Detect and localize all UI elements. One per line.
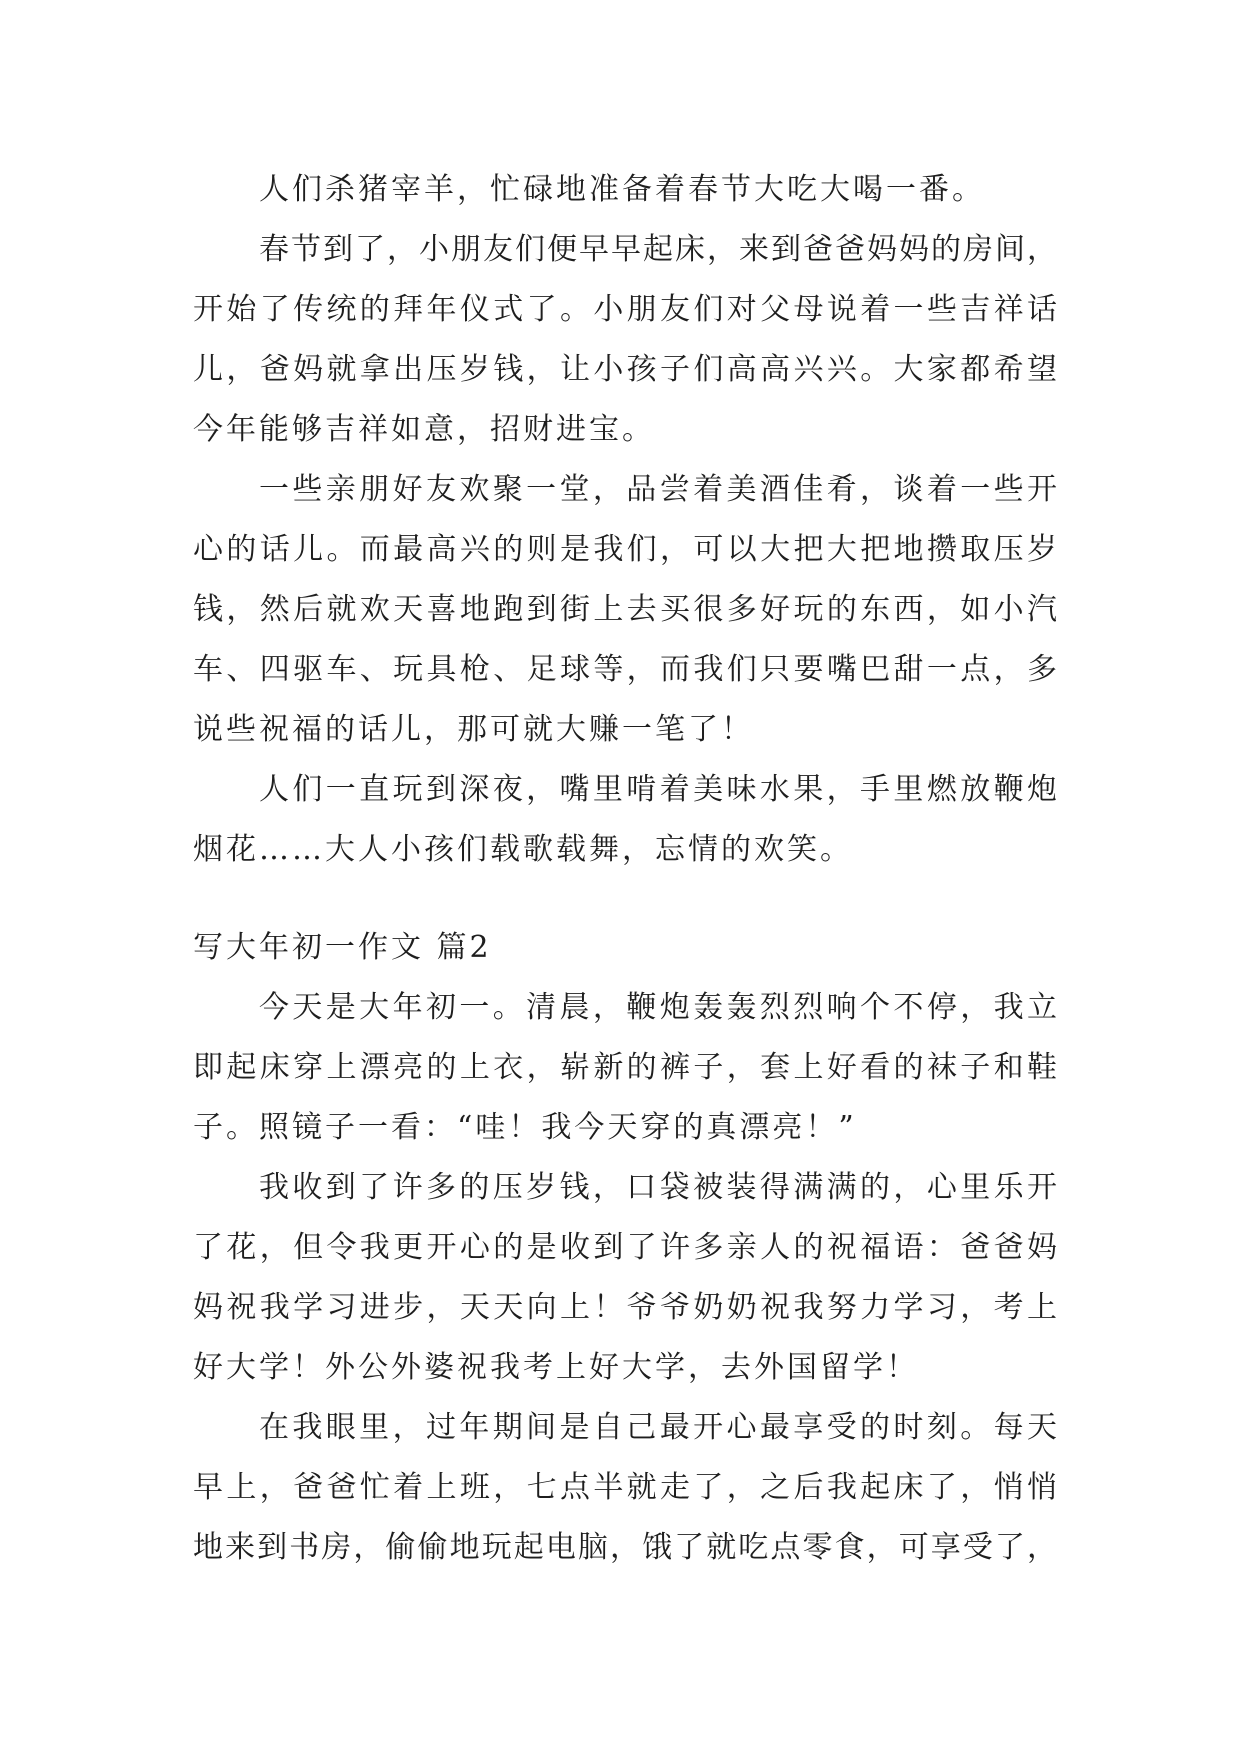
text-line: 了花，但令我更开心的是收到了许多亲人的祝福语：爸爸妈 [193, 1230, 1057, 1265]
paragraph [193, 220, 1057, 460]
paragraph [193, 760, 1057, 880]
text-line: 一些亲朋好友欢聚一堂，品尝着美酒佳肴，谈着一些开 [259, 472, 1057, 507]
essay-heading: 写大年初一作文 篇2 [193, 930, 492, 965]
text-line: 好大学！外公外婆祝我考上好大学，去外国留学！ [193, 1350, 919, 1385]
essay-section-2 [193, 918, 1057, 1578]
text-line: 子。照镜子一看：“哇！我今天穿的真漂亮！” [193, 1110, 857, 1145]
text-line: 今年能够吉祥如意，招财进宝。 [193, 412, 655, 447]
text-line: 心的话儿。而最高兴的则是我们，可以大把大把地攒取压岁 [193, 532, 1057, 567]
text-line: 今天是大年初一。清晨，鞭炮轰轰烈烈响个不停，我立 [259, 990, 1057, 1025]
text-line: 妈祝我学习进步，天天向上！爷爷奶奶祝我努力学习，考上 [193, 1290, 1057, 1325]
text-line: 开始了传统的拜年仪式了。小朋友们对父母说着一些吉祥话 [193, 292, 1057, 327]
text-line: 人们杀猪宰羊，忙碌地准备着春节大吃大喝一番。 [259, 172, 985, 207]
text-line: 车、四驱车、玩具枪、足球等，而我们只要嘴巴甜一点，多 [193, 652, 1057, 687]
text-line: 儿，爸妈就拿出压岁钱，让小孩子们高高兴兴。大家都希望 [193, 352, 1057, 387]
text-line: 春节到了，小朋友们便早早起床，来到爸爸妈妈的房间， [259, 232, 1057, 267]
paragraph [193, 460, 1057, 760]
text-line: 说些祝福的话儿，那可就大赚一笔了！ [193, 712, 754, 747]
paragraph [193, 160, 1057, 220]
paragraph [193, 978, 1057, 1158]
text-line: 人们一直玩到深夜，嘴里啃着美味水果，手里燃放鞭炮 [259, 772, 1057, 807]
text-line: 地来到书房，偷偷地玩起电脑，饿了就吃点零食，可享受了， [193, 1530, 1057, 1565]
text-line: 在我眼里，过年期间是自己最开心最享受的时刻。每天 [259, 1410, 1057, 1445]
paragraph [193, 1158, 1057, 1398]
text-line: 即起床穿上漂亮的上衣，崭新的裤子，套上好看的袜子和鞋 [193, 1050, 1057, 1085]
text-line: 早上，爸爸忙着上班，七点半就走了，之后我起床了，悄悄 [193, 1470, 1057, 1505]
text-line: 烟花……大人小孩们载歌载舞，忘情的欢笑。 [193, 832, 853, 867]
text-line: 钱，然后就欢天喜地跑到街上去买很多好玩的东西，如小汽 [193, 592, 1057, 627]
essay-section-1 [193, 160, 1057, 880]
text-line: 我收到了许多的压岁钱，口袋被装得满满的，心里乐开 [259, 1170, 1057, 1205]
paragraph [193, 1398, 1057, 1578]
